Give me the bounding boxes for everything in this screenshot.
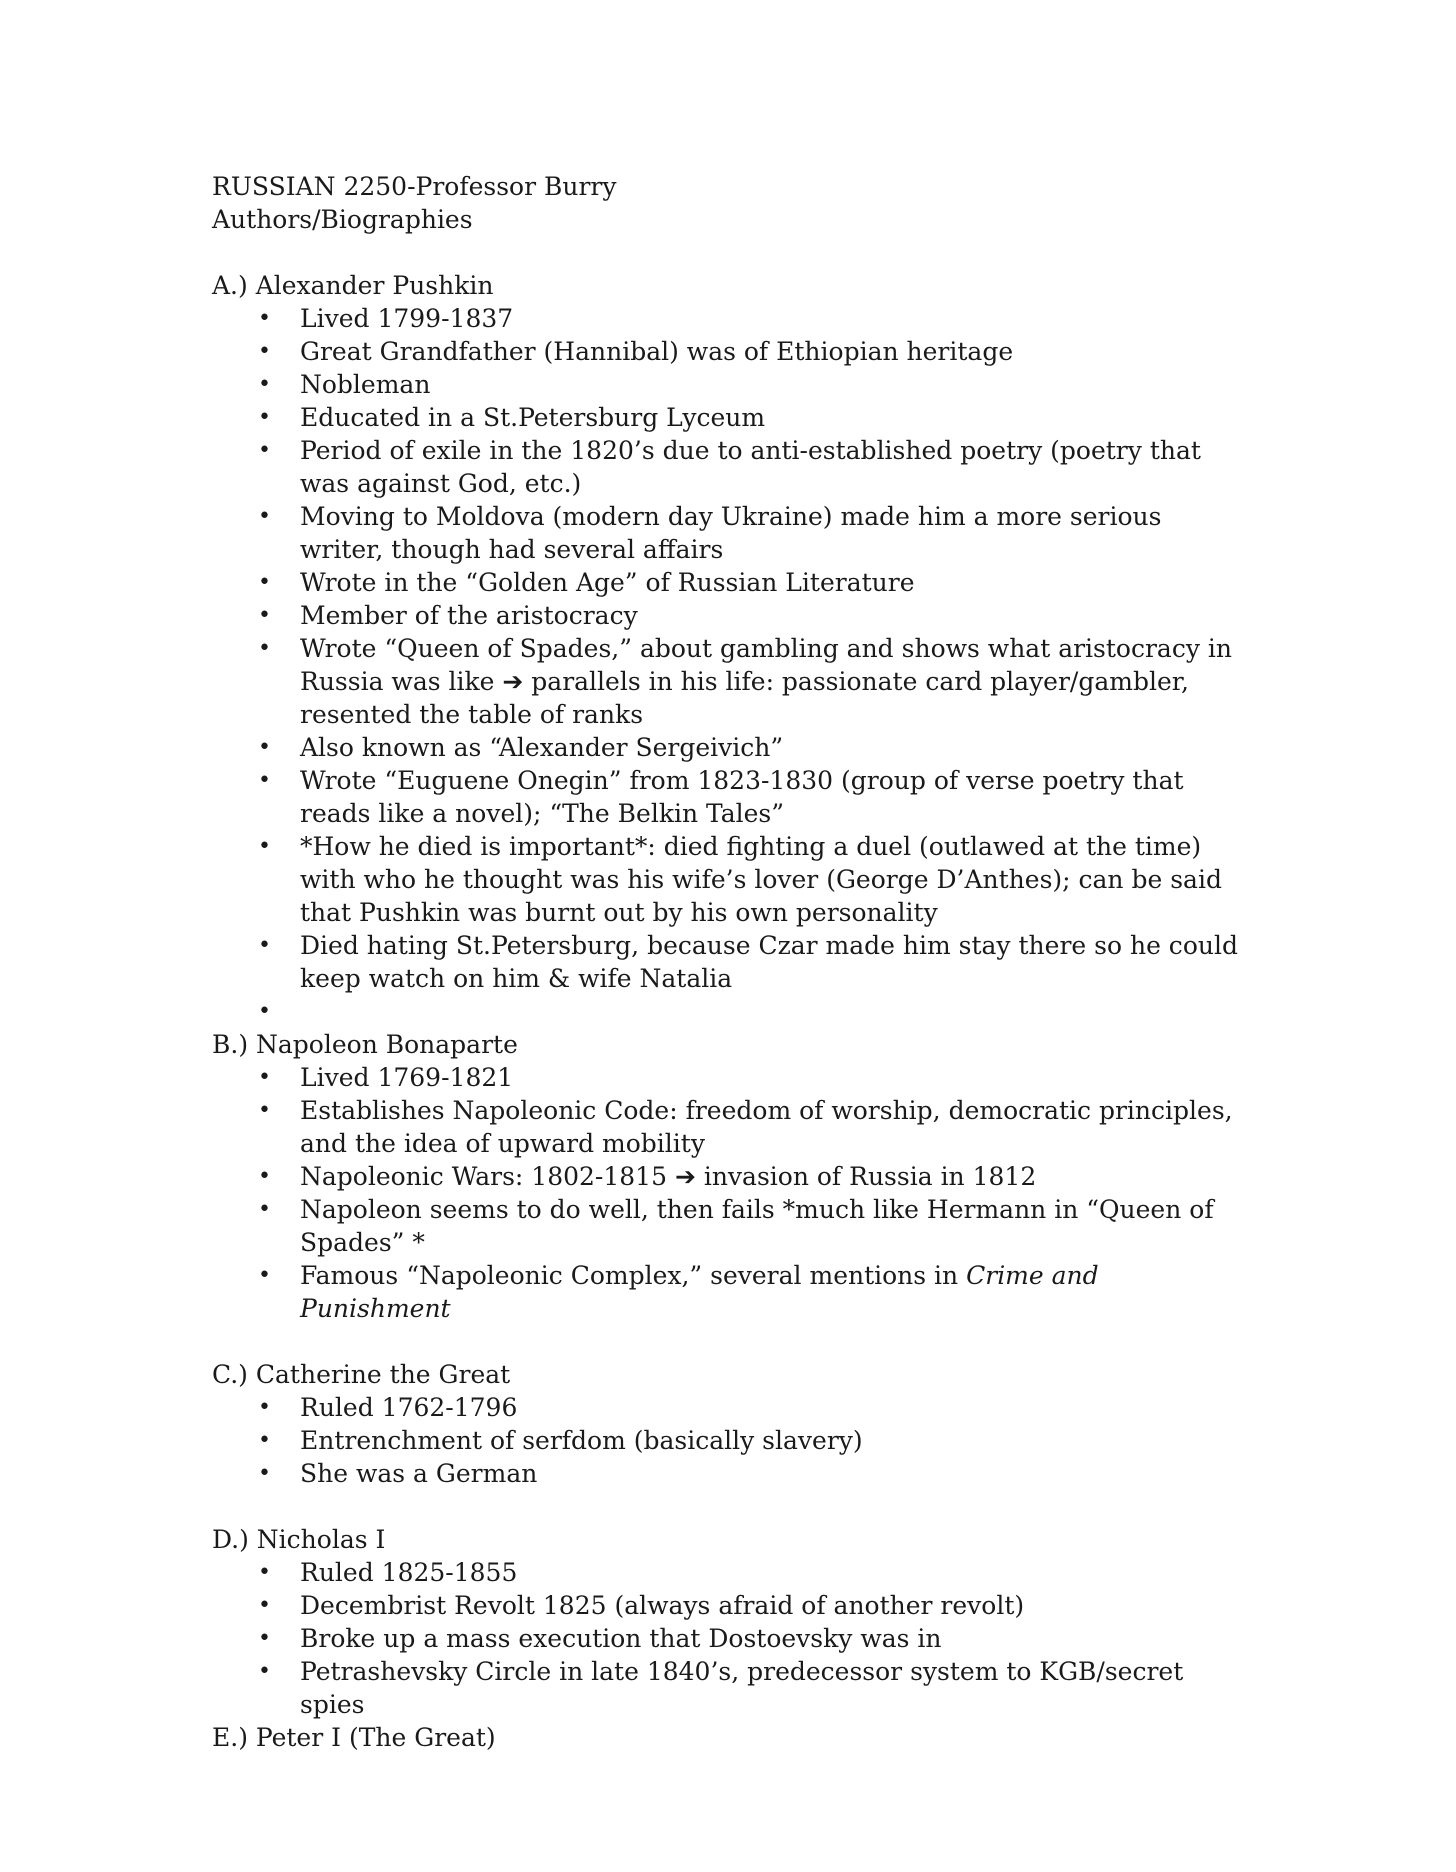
list-item: • Broke up a mass execution that Dostoevsky was in <box>258 1624 942 1653</box>
bullet-icon: • <box>258 570 271 595</box>
list-item: • Napoleon seems to do well, then fails *much like Hermann in “Queen of Spades” * <box>258 1195 1214 1257</box>
list-item: • Moving to Moldova (modern day Ukraine) made him a more serious writer, though had several affairs <box>258 502 1162 564</box>
list-item: • Ruled 1762-1796 <box>258 1393 518 1422</box>
list-item: • Nobleman <box>258 370 431 399</box>
section-catherine <box>212 1358 1252 1490</box>
list-item: • *How he died is important*: died fighting a duel (outlawed at the time) with who he thought was his wife’s lover (George D’Anthes); can be said that Pushkin was burnt out by his own personality <box>258 832 1222 927</box>
section-title: A.) Alexander Pushkin <box>212 271 494 300</box>
bullet-icon: • <box>258 1461 271 1486</box>
document-page <box>212 170 1252 1754</box>
bullet-icon: • <box>258 1263 271 1288</box>
bullet-icon: • <box>258 603 271 628</box>
list-item: • Educated in a St.Petersburg Lyceum <box>258 403 766 432</box>
bullet-icon: • <box>258 768 271 793</box>
list-item: • Member of the aristocracy <box>258 601 638 630</box>
bullet-icon: • <box>258 372 271 397</box>
bullet-icon: • <box>258 438 271 463</box>
bullet-icon: • <box>258 1098 271 1123</box>
list-item: • Lived 1769-1821 <box>258 1063 514 1092</box>
list-item: • Entrenchment of serfdom (basically slavery) <box>258 1426 863 1455</box>
bullet-icon: • <box>258 1560 271 1585</box>
list-item: • Period of exile in the 1820’s due to anti-established poetry (poetry that was against God, etc.) <box>258 436 1201 498</box>
bullet-icon: • <box>258 504 271 529</box>
bullet-icon: • <box>258 1164 271 1189</box>
book-title: Crime and Punishment <box>300 1261 1099 1323</box>
section-pushkin <box>212 269 1252 1028</box>
section-title: D.) Nicholas I <box>212 1525 386 1554</box>
bullet-icon: • <box>258 1395 271 1420</box>
bullet-icon: • <box>258 1659 271 1684</box>
bullet-icon: • <box>258 306 271 331</box>
bullet-icon: • <box>258 1197 271 1222</box>
bullet-icon: • <box>258 735 271 760</box>
section-title: B.) Napoleon Bonaparte <box>212 1030 518 1059</box>
list-item: • Wrote “Euguene Onegin” from 1823-1830 (group of verse poetry that reads like a novel); “The Belkin Tales” <box>258 766 1184 828</box>
bullet-list <box>212 1556 1252 1721</box>
list-item: • Petrashevsky Circle in late 1840’s, predecessor system to KGB/secret spies <box>258 1657 1184 1719</box>
bullet-icon: • <box>258 1593 271 1618</box>
bullet-icon: • <box>258 1428 271 1453</box>
document-subtitle: Authors/Biographies <box>212 205 473 234</box>
document-header <box>212 170 1252 236</box>
section-nicholas <box>212 1523 1252 1721</box>
bullet-icon: • <box>258 834 271 859</box>
bullet-list <box>212 1061 1252 1325</box>
section-title: E.) Peter I (The Great) <box>212 1723 496 1752</box>
empty-list-item <box>258 995 1252 1028</box>
list-item: • Lived 1799-1837 <box>258 304 514 333</box>
list-item: • Also known as “Alexander Sergeivich” <box>258 733 784 762</box>
list-item: • Napoleonic Wars: 1802-1815 ➔ invasion of Russia in 1812 <box>258 1162 1037 1191</box>
list-item: • Wrote in the “Golden Age” of Russian Literature <box>258 568 915 597</box>
list-item: • Establishes Napoleonic Code: freedom of worship, democratic principles, and the idea of upward mobility <box>258 1096 1233 1158</box>
section-peter <box>212 1721 1252 1754</box>
bullet-icon: • <box>258 405 271 430</box>
bullet-icon: • <box>258 999 271 1024</box>
list-item: • Ruled 1825-1855 <box>258 1558 518 1587</box>
list-item: • Wrote “Queen of Spades,” about gambling and shows what aristocracy in Russia was like ➔ parallels in his life: passionate card player/gambler, resented the table of ranks <box>258 634 1232 729</box>
bullet-list <box>212 1391 1252 1490</box>
list-item: • She was a German <box>258 1459 538 1488</box>
bullet-icon: • <box>258 636 271 661</box>
list-item: • Great Grandfather (Hannibal) was of Ethiopian heritage <box>258 337 1014 366</box>
bullet-list <box>212 302 1252 1028</box>
bullet-icon: • <box>258 1065 271 1090</box>
bullet-icon: • <box>258 933 271 958</box>
bullet-icon: • <box>258 1626 271 1651</box>
list-item: • Died hating St.Petersburg, because Czar made him stay there so he could keep watch on him & wife Natalia <box>258 931 1238 993</box>
course-title: RUSSIAN 2250-Professor Burry <box>212 172 617 201</box>
list-item: • Famous “Napoleonic Complex,” several mentions in Crime and Punishment <box>258 1261 1099 1323</box>
section-title: C.) Catherine the Great <box>212 1360 511 1389</box>
section-napoleon <box>212 1028 1252 1325</box>
list-item: • Decembrist Revolt 1825 (always afraid of another revolt) <box>258 1591 1025 1620</box>
bullet-icon: • <box>258 339 271 364</box>
